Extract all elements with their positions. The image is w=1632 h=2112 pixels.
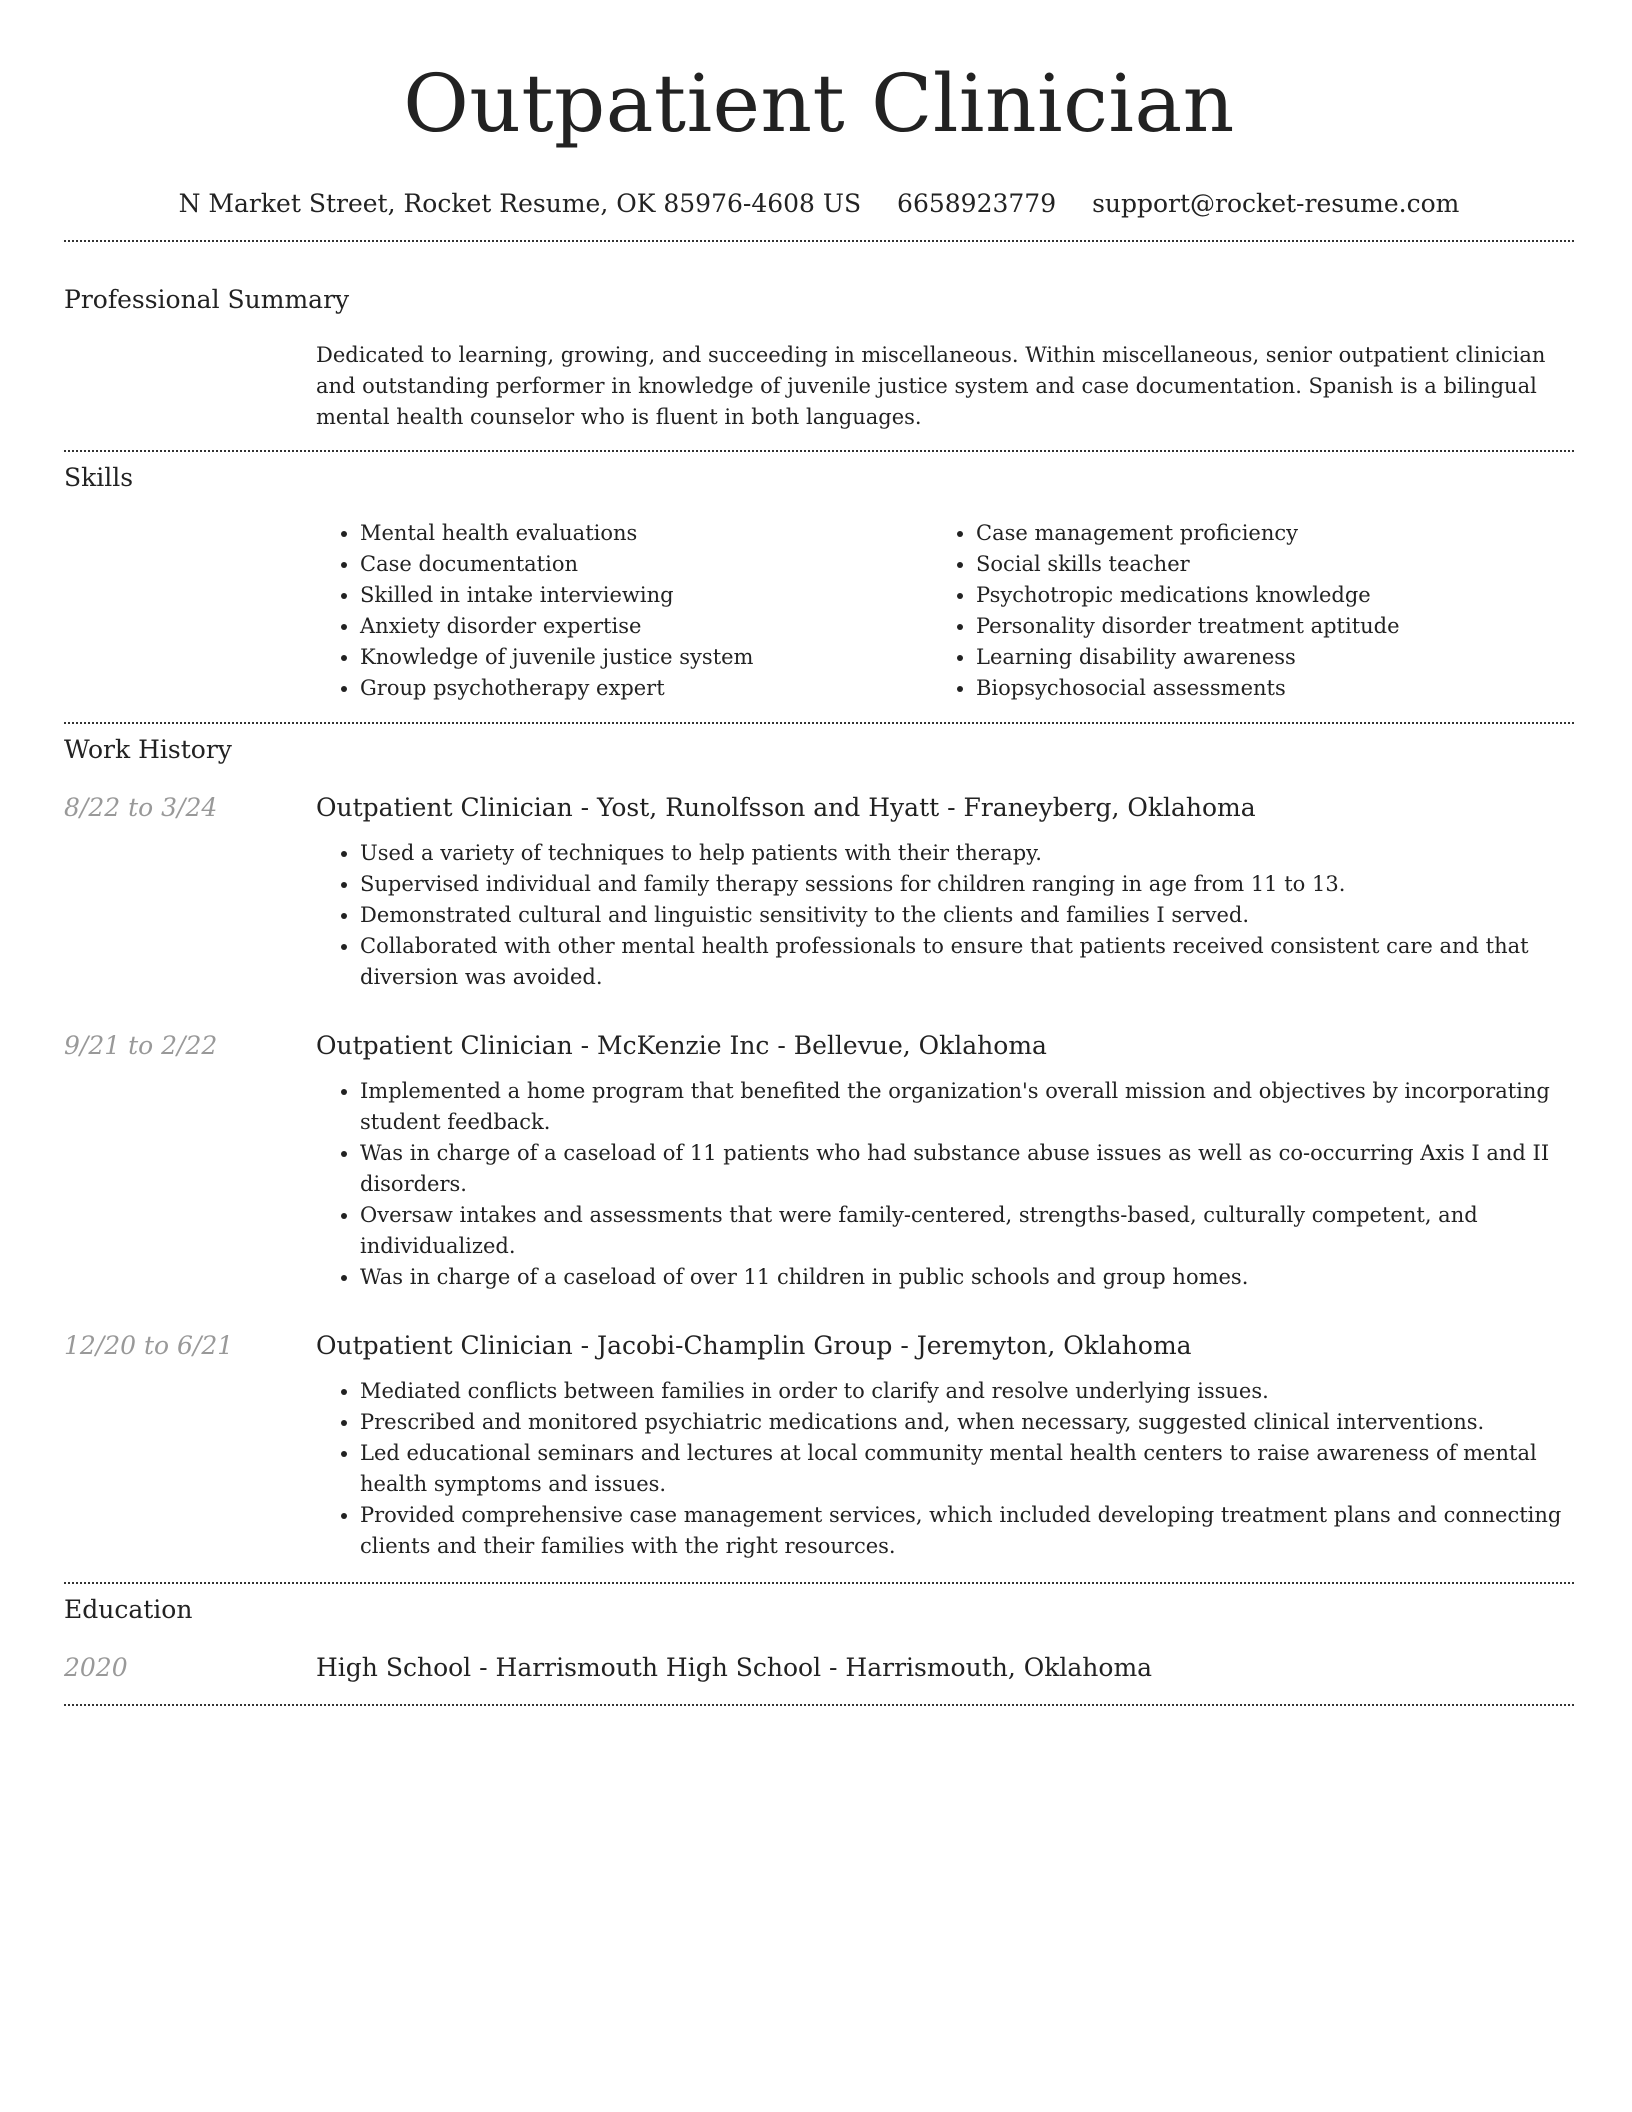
job-bullets <box>316 838 1574 993</box>
skills-list-right <box>932 518 1548 704</box>
job-title: Outpatient Clinician - Jacobi-Champlin Group - Jeremyton, Oklahoma <box>316 1331 1192 1360</box>
divider <box>64 450 1574 452</box>
summary-text: Dedicated to learning, growing, and succeeding in miscellaneous. Within miscellaneous, senior outpatient clinician and outstanding performer in knowledge of juvenile justice system and case documentation. Spanish is a bilingual mental health counselor who is fluent in both languages. <box>316 343 1546 429</box>
divider <box>64 1704 1574 1706</box>
divider <box>64 722 1574 724</box>
contact-phone: 6658923779 <box>897 189 1057 218</box>
job-bullet: • Demonstrated cultural and linguistic sensitivity to the clients and families I served. <box>360 900 1574 931</box>
job-dates: 8/22 to 3/24 <box>64 793 218 822</box>
job-entry <box>316 1330 1574 1562</box>
skill-item: • Personality disorder treatment aptitude <box>976 611 1548 642</box>
divider <box>64 1582 1574 1584</box>
job-bullet: • Used a variety of techniques to help patients with their therapy. <box>360 838 1574 869</box>
skill-item: • Learning disability awareness <box>976 642 1548 673</box>
job-bullet: • Led educational seminars and lectures at local community mental health centers to raise awareness of mental health symptoms and issues. <box>360 1438 1574 1500</box>
job-entry <box>316 792 1574 993</box>
education-heading: Education <box>64 1595 193 1624</box>
skill-item: • Social skills teacher <box>976 549 1548 580</box>
job-title: Outpatient Clinician - Yost, Runolfsson and Hyatt - Franeyberg, Oklahoma <box>316 793 1256 822</box>
skill-item: • Case management proficiency <box>976 518 1548 549</box>
job-bullet: • Was in charge of a caseload of over 11 children in public schools and group homes. <box>360 1262 1574 1293</box>
skill-item: • Group psychotherapy expert <box>360 673 932 704</box>
summary-block <box>316 340 1574 433</box>
job-bullet: • Collaborated with other mental health professionals to ensure that patients received consistent care and that diversion was avoided. <box>360 931 1574 993</box>
skill-item: • Biopsychosocial assessments <box>976 673 1548 704</box>
job-bullet: • Provided comprehensive case management services, which included developing treatment plans and connecting clients and their families with the right resources. <box>360 1500 1574 1562</box>
divider <box>64 240 1574 242</box>
candidate-name: Outpatient Clinician <box>403 57 1235 150</box>
job-bullets <box>316 1376 1574 1562</box>
job-bullets <box>316 1076 1574 1293</box>
job-bullet: • Oversaw intakes and assessments that were family-centered, strengths-based, culturally competent, and individualized. <box>360 1200 1574 1262</box>
job-bullet: • Was in charge of a caseload of 11 patients who had substance abuse issues as well as co-occurring Axis I and II disorders. <box>360 1138 1574 1200</box>
skill-item: • Knowledge of juvenile justice system <box>360 642 932 673</box>
skill-item: • Skilled in intake interviewing <box>360 580 932 611</box>
job-entry <box>316 1030 1574 1293</box>
skill-item: • Anxiety disorder expertise <box>360 611 932 642</box>
contact-email: support@rocket-resume.com <box>1092 189 1460 218</box>
skills-list-left <box>316 518 932 704</box>
contact-line <box>64 188 1574 220</box>
skills-block <box>316 518 1574 704</box>
summary-heading: Professional Summary <box>64 285 350 314</box>
job-dates: 12/20 to 6/21 <box>64 1331 234 1360</box>
job-bullet: • Prescribed and monitored psychiatric medications and, when necessary, suggested clinical interventions. <box>360 1407 1574 1438</box>
work-heading: Work History <box>64 735 232 764</box>
education-entry <box>316 1652 1574 1684</box>
job-title: Outpatient Clinician - McKenzie Inc - Bellevue, Oklahoma <box>316 1031 1047 1060</box>
skills-heading: Skills <box>64 463 134 492</box>
skill-item: • Mental health evaluations <box>360 518 932 549</box>
job-bullet: • Supervised individual and family therapy sessions for children ranging in age from 11 to 13. <box>360 869 1574 900</box>
education-degree: High School - Harrismouth High School - Harrismouth, Oklahoma <box>316 1653 1153 1682</box>
job-bullet: • Implemented a home program that benefited the organization's overall mission and objectives by incorporating student feedback. <box>360 1076 1574 1138</box>
contact-address: N Market Street, Rocket Resume, OK 85976-4608 US <box>178 189 862 218</box>
skill-item: • Psychotropic medications knowledge <box>976 580 1548 611</box>
resume-page <box>64 0 1574 1682</box>
skill-item: • Case documentation <box>360 549 932 580</box>
education-year: 2020 <box>64 1653 128 1682</box>
job-dates: 9/21 to 2/22 <box>64 1031 218 1060</box>
job-bullet: • Mediated conflicts between families in order to clarify and resolve underlying issues. <box>360 1376 1574 1407</box>
